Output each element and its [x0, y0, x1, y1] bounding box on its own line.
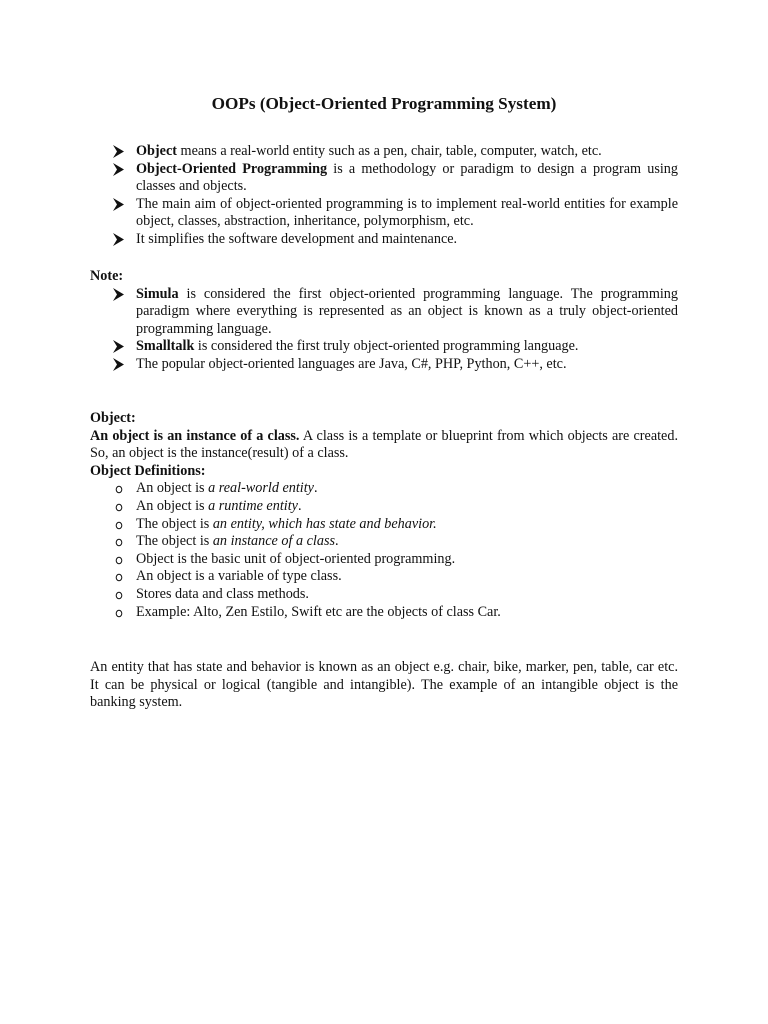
page-title: OOPs (Object-Oriented Programming System) — [211, 94, 557, 113]
definition-text: An object is a variable of type class. — [136, 568, 342, 585]
arrowhead-bullet-icon — [111, 356, 127, 373]
list-item — [90, 161, 678, 196]
object-section — [90, 410, 678, 621]
list-item — [90, 143, 678, 161]
note-heading: Note: — [90, 268, 124, 284]
definition-text: The object is — [136, 533, 213, 550]
definition-text: An object is — [136, 497, 209, 514]
intro-list — [90, 143, 678, 249]
list-item — [90, 231, 678, 249]
item-text: is a methodology or paradigm to design a program using classes and objects. — [136, 160, 678, 195]
definitions-heading: Object Definitions: — [90, 462, 206, 479]
list-item — [90, 196, 678, 231]
definition-emphasis: an entity, which has state and behavior. — [212, 515, 437, 532]
definition-text: Stores data and class methods. — [136, 585, 309, 602]
hollow-circle-bullet-icon — [115, 556, 123, 565]
hollow-circle-bullet-icon — [115, 538, 123, 547]
note-list — [90, 286, 678, 374]
item-text: is considered the first truly object-oriented programming language. — [194, 338, 579, 355]
list-item — [90, 568, 678, 586]
term: Smalltalk — [136, 338, 195, 355]
definitions-list — [90, 480, 678, 621]
list-item — [90, 498, 678, 516]
list-item — [90, 604, 678, 622]
list-item — [90, 533, 678, 551]
term: Object — [136, 143, 177, 159]
arrowhead-bullet-icon — [111, 143, 127, 160]
term: Object-Oriented Programming — [136, 160, 328, 177]
object-heading: Object: — [90, 410, 136, 426]
object-paragraph-lead: An object is an instance of a class. — [90, 427, 300, 444]
hollow-circle-bullet-icon — [115, 485, 123, 494]
definition-emphasis: an instance of a class — [212, 533, 335, 550]
item-text: The popular object-oriented languages are Java, C#, PHP, Python, C++, etc. — [136, 355, 567, 372]
hollow-circle-bullet-icon — [115, 591, 123, 600]
hollow-circle-bullet-icon — [115, 503, 123, 512]
closing-paragraph: An entity that has state and behavior is known as an object e.g. chair, bike, marker, pen, table, car etc. It can be physical or logical (tangible and intangible). The example of an intangible object is the banking system. — [90, 659, 678, 711]
arrowhead-bullet-icon — [111, 161, 127, 178]
list-item — [90, 516, 678, 534]
arrowhead-bullet-icon — [111, 338, 127, 355]
list-item — [90, 338, 678, 356]
definition-suffix: . — [335, 533, 339, 550]
hollow-circle-bullet-icon — [115, 573, 123, 582]
arrowhead-bullet-icon — [111, 196, 127, 213]
definition-emphasis: a runtime entity — [208, 497, 298, 514]
term: Simula — [136, 285, 179, 302]
list-item — [90, 480, 678, 498]
arrowhead-bullet-icon — [111, 286, 127, 303]
list-item — [90, 286, 678, 339]
intro-section — [90, 143, 678, 249]
definition-text: Example: Alto, Zen Estilo, Swift etc are the objects of class Car. — [136, 603, 501, 620]
item-text: The main aim of object-oriented programming is to implement real-world entities for example object, classes, abstraction, inheritance, polymorphism, etc. — [136, 195, 678, 230]
definition-text: The object is — [136, 515, 213, 532]
arrowhead-bullet-icon — [111, 231, 127, 248]
list-item — [90, 356, 678, 374]
item-text: It simplifies the software development and maintenance. — [136, 230, 458, 247]
definition-suffix: . — [297, 497, 302, 514]
definition-text: An object is — [136, 480, 209, 497]
item-text: is considered the first object-oriented programming language. The programming paradigm where everything is represented as an object is known as a truly object-oriented programming language. — [136, 285, 678, 337]
definition-emphasis: a real-world entity — [208, 480, 314, 497]
hollow-circle-bullet-icon — [115, 609, 123, 618]
list-item — [90, 586, 678, 604]
item-text: means a real-world entity such as a pen, chair, table, computer, watch, etc. — [176, 143, 602, 159]
object-paragraph-text: A class is a template or blueprint from which objects are created. So, an object is the instance(result) of a class. — [90, 427, 678, 462]
definition-suffix: . — [313, 480, 318, 497]
list-item — [90, 551, 678, 569]
note-section — [90, 268, 678, 374]
object-paragraph — [90, 428, 678, 463]
definition-text: Object is the basic unit of object-oriented programming. — [136, 550, 456, 567]
hollow-circle-bullet-icon — [115, 521, 123, 530]
